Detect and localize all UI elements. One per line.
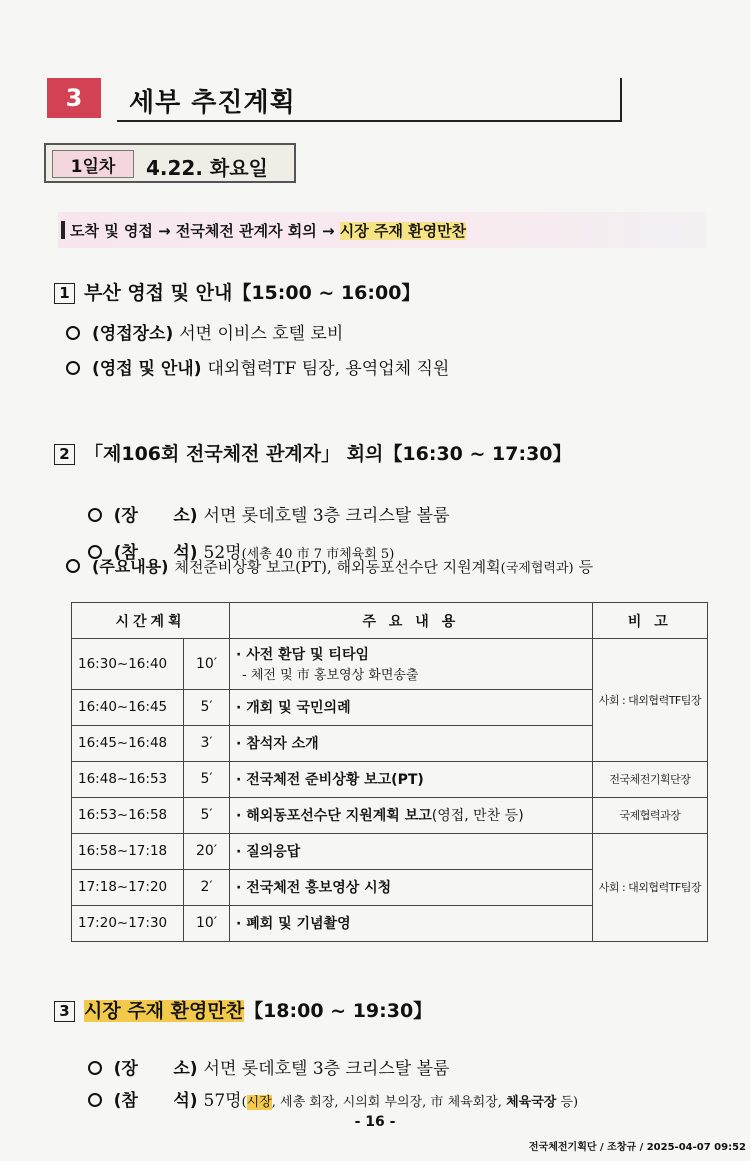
item1-bullet <box>66 354 449 379</box>
section-vertical-rule <box>620 78 622 122</box>
circle-bullet-icon <box>66 559 80 573</box>
circle-bullet-icon <box>66 361 80 375</box>
row-content <box>230 797 593 833</box>
row-duration: 5′ <box>184 689 230 725</box>
table-header-time: 시간계획 <box>72 603 230 639</box>
section-title: 세부 추진계획 <box>129 88 296 118</box>
row-content-main: · 해외동포선수단 지원계획 보고 <box>236 808 432 825</box>
row-time: 17:20~17:30 <box>72 905 184 941</box>
row-time: 17:18~17:20 <box>72 869 184 905</box>
row-note: 전국체전기획단장 <box>592 761 707 797</box>
table-row <box>72 761 708 797</box>
bullet-tail: 등 <box>578 558 594 576</box>
row-content-main: · 사전 환담 및 티타임 <box>236 647 370 664</box>
section-underline <box>117 120 622 122</box>
table-header-note: 비 고 <box>592 603 707 639</box>
item2-number: 2 <box>54 444 75 465</box>
day-box <box>44 143 296 183</box>
row-content <box>230 639 593 690</box>
bullet-value: 서면 롯데호텔 3층 크리스탈 볼룸 <box>203 1059 450 1079</box>
schedule-flow-bar <box>58 212 706 248</box>
table-row <box>72 797 708 833</box>
row-duration: 5′ <box>184 797 230 833</box>
circle-bullet-icon <box>88 1093 102 1107</box>
row-time: 16:48~16:53 <box>72 761 184 797</box>
row-content: · 개회 및 국민의례 <box>230 689 593 725</box>
bullet-label: (참 석) <box>113 1091 198 1111</box>
flow-steps: 도착 및 영접 → 전국체전 관계자 회의 → <box>70 222 340 240</box>
bullet-label: (장 소) <box>113 1059 198 1079</box>
row-time: 16:30~16:40 <box>72 639 184 690</box>
row-content-tail: (영접, 만찬 등) <box>431 808 524 825</box>
row-content-sub: - 체전 및 市 홍보영상 화면송출 <box>242 668 419 684</box>
row-content: · 전국체전 홍보영상 시청 <box>230 869 593 905</box>
bullet-bold: 체육국장 <box>506 1095 557 1110</box>
bullet-note: (국제협력과) <box>500 561 574 576</box>
table-header-content: 주 요 내 용 <box>230 603 593 639</box>
row-duration: 10′ <box>184 639 230 690</box>
page-number: - 16 - <box>354 1114 396 1130</box>
row-duration: 10′ <box>184 905 230 941</box>
item3-heading <box>54 996 432 1023</box>
item1-title: 부산 영접 및 안내 <box>84 282 233 304</box>
bullet-end: 등) <box>556 1095 579 1110</box>
flow-highlight: 시장 주재 환영만찬 <box>339 222 467 240</box>
row-time: 16:45~16:48 <box>72 725 184 761</box>
table-header-row <box>72 603 708 639</box>
day-label: 1일차 <box>52 150 134 178</box>
table-row <box>72 639 708 690</box>
item3-title: 시장 주재 환영만찬 <box>84 1000 245 1022</box>
flow-bar-marker <box>61 221 65 239</box>
bullet-label: (참 석) <box>113 543 198 563</box>
bullet-paren: ( <box>241 1095 247 1110</box>
section-number-badge: 3 <box>47 78 101 118</box>
item2-heading <box>54 439 572 466</box>
bullet-value: 52명 <box>203 543 242 563</box>
item1-time: 【15:00 ~ 16:00】 <box>232 282 421 304</box>
row-time: 16:58~17:18 <box>72 833 184 869</box>
item3-time: 【18:00 ~ 19:30】 <box>244 1000 433 1022</box>
bullet-highlight: 시장 <box>246 1095 272 1110</box>
row-duration: 20′ <box>184 833 230 869</box>
row-duration: 3′ <box>184 725 230 761</box>
bullet-note: , 세총 회장, 시의회 부의장, 市 체육회장, <box>271 1095 507 1110</box>
footer-stamp: 전국체전기획단 / 조창규 / 2025-04-07 09:52 <box>528 1142 746 1153</box>
bullet-value: 57명 <box>203 1091 242 1111</box>
row-time: 16:40~16:45 <box>72 689 184 725</box>
day-date: 4.22. 화요일 <box>146 156 268 180</box>
bullet-value: 대외협력TF 팀장, 용역업체 직원 <box>207 359 450 379</box>
circle-bullet-icon <box>66 326 80 340</box>
bullet-value: 서면 롯데호텔 3층 크리스탈 볼룸 <box>203 506 450 526</box>
flow-text <box>70 220 466 241</box>
item2-title: 「제106회 전국체전 관계자」 회의 <box>84 443 384 465</box>
item1-bullet <box>66 319 343 344</box>
schedule-table <box>71 602 708 942</box>
bullet-label: (주요내용) <box>92 557 169 576</box>
row-duration: 2′ <box>184 869 230 905</box>
item1-heading <box>54 278 420 305</box>
bullet-value: 서면 이비스 호텔 로비 <box>179 324 344 344</box>
row-content: · 참석자 소개 <box>230 725 593 761</box>
bullet-label: (영접장소) <box>92 324 174 344</box>
row-content: · 전국체전 준비상황 보고(PT) <box>230 761 593 797</box>
row-content: · 폐회 및 기념촬영 <box>230 905 593 941</box>
section-header <box>47 78 577 122</box>
row-note: 사회 : 대외협력TF팀장 <box>592 639 707 762</box>
row-note: 사회 : 대외협력TF팀장 <box>592 833 707 941</box>
bullet-note: (세총 40 市 7 市체육회 5) <box>241 547 395 562</box>
item3-number: 3 <box>54 1001 75 1022</box>
row-note: 국제협력과장 <box>592 797 707 833</box>
row-time: 16:53~16:58 <box>72 797 184 833</box>
bullet-label: (영접 및 안내) <box>92 359 202 379</box>
bullet-value: 체전준비상황 보고(PT), 해외동포선수단 지원계획 <box>174 558 501 576</box>
bullet-label: (장 소) <box>113 506 198 526</box>
row-content: · 질의응답 <box>230 833 593 869</box>
row-duration: 5′ <box>184 761 230 797</box>
item2-bullet <box>66 554 593 577</box>
table-row <box>72 833 708 869</box>
item2-time: 【16:30 ~ 17:30】 <box>383 443 572 465</box>
item1-number: 1 <box>54 283 75 304</box>
